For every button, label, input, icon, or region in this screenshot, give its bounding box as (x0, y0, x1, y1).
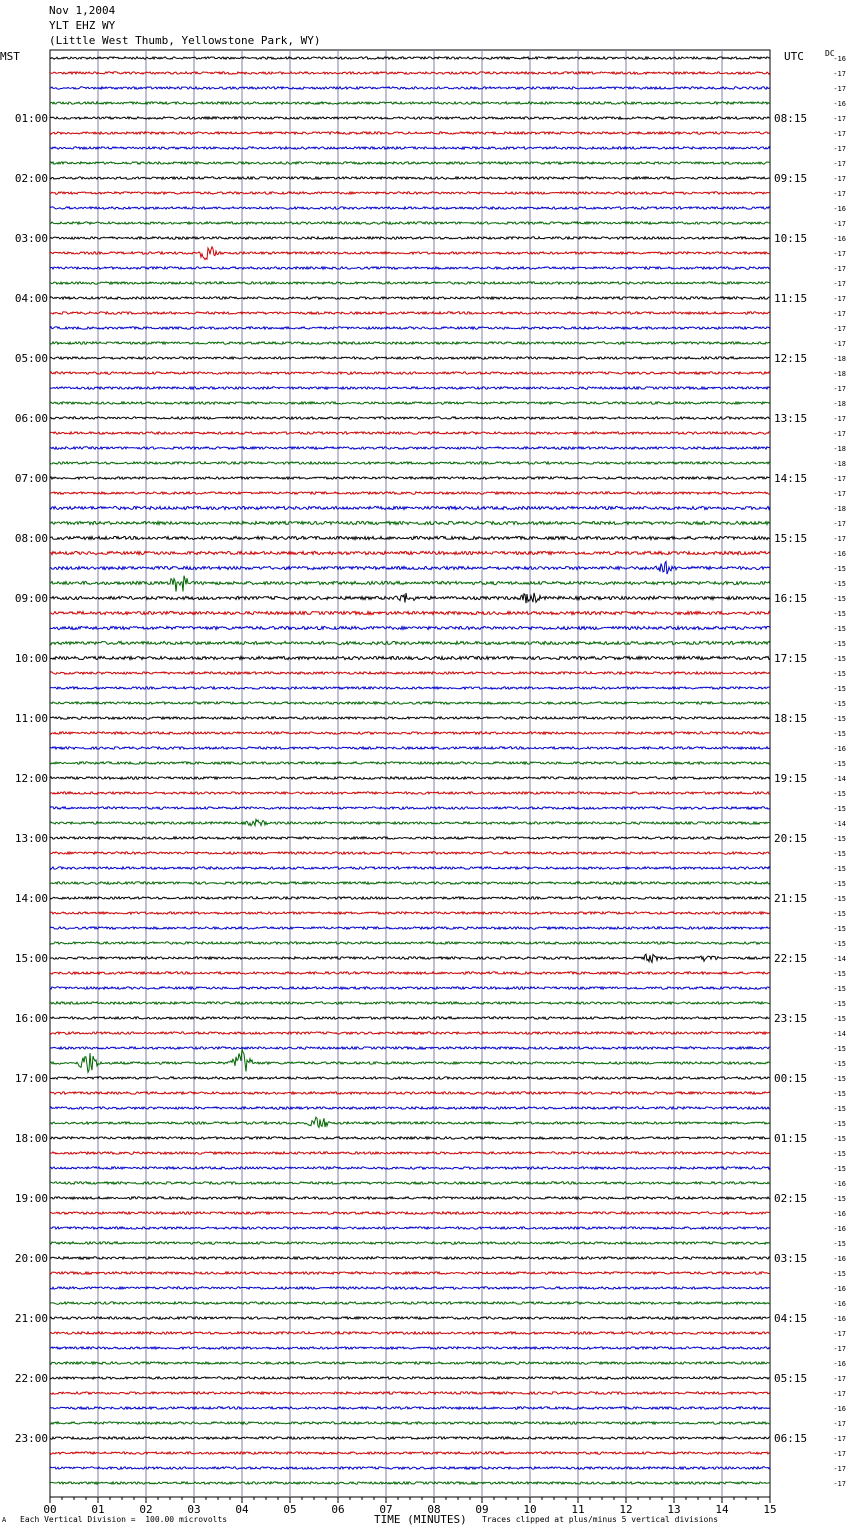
left-hour-label: 07:00 (14, 472, 48, 485)
dc-offset-label: -17 (833, 430, 846, 438)
dc-offset-label: -16 (833, 205, 846, 213)
right-hour-label: 08:15 (774, 112, 808, 125)
dc-offset-label: -15 (833, 760, 846, 768)
footer-marker: A (2, 1516, 7, 1524)
left-hour-label: 11:00 (14, 712, 48, 725)
trace-blue (50, 1227, 770, 1229)
left-hour-label: 20:00 (14, 1252, 48, 1265)
dc-offset-label: -15 (833, 685, 846, 693)
dc-offset-label: -17 (833, 160, 846, 168)
dc-offset-label: -17 (833, 145, 846, 153)
left-hour-label: 12:00 (14, 772, 48, 785)
trace-blue (50, 147, 770, 149)
left-hour-label: 10:00 (14, 652, 48, 665)
trace-red (50, 912, 770, 914)
dc-offset-label: -15 (833, 1105, 846, 1113)
trace-blue (50, 747, 770, 749)
right-hour-label: 06:15 (774, 1432, 808, 1445)
left-hour-label: 14:00 (14, 892, 48, 905)
dc-offset-label: -15 (833, 970, 846, 978)
right-hour-label: 01:15 (774, 1132, 808, 1145)
dc-offset-label: -17 (833, 1345, 846, 1353)
trace-red (50, 972, 770, 974)
dc-offset-label: -15 (833, 610, 846, 618)
left-hour-label: 06:00 (14, 412, 48, 425)
dc-offset-label: -15 (833, 790, 846, 798)
trace-red (50, 432, 770, 434)
trace-green (50, 342, 770, 344)
trace-red (50, 1152, 770, 1154)
trace-blue (50, 927, 770, 929)
trace-black (50, 1017, 770, 1019)
record-date: Nov 1,2004 (49, 4, 116, 17)
station-code: YLT EHZ WY (49, 19, 116, 32)
trace-blue (50, 387, 770, 389)
dc-offset-label: -16 (833, 1255, 846, 1263)
trace-black (50, 954, 770, 962)
trace-black (50, 357, 770, 359)
trace-red (50, 611, 770, 614)
left-hour-label: 13:00 (14, 832, 48, 845)
left-hour-label: 04:00 (14, 292, 48, 305)
trace-black (50, 1317, 770, 1319)
dc-offset-label: -17 (833, 325, 846, 333)
trace-blue (50, 447, 770, 449)
dc-offset-label: -18 (833, 460, 846, 468)
right-hour-label: 14:15 (774, 472, 808, 485)
dc-offset-label: -17 (833, 1450, 846, 1458)
left-hour-label: 22:00 (14, 1372, 48, 1385)
dc-offset-label: -15 (833, 730, 846, 738)
trace-red (50, 1272, 770, 1274)
trace-blue (50, 506, 770, 509)
trace-green (50, 576, 770, 592)
trace-green (50, 521, 770, 524)
x-tick-label: 11 (571, 1503, 585, 1516)
trace-black (50, 1437, 770, 1439)
trace-red (50, 672, 770, 674)
trace-blue (50, 1347, 770, 1349)
right-hour-label: 09:15 (774, 172, 808, 185)
left-hour-label: 18:00 (14, 1132, 48, 1145)
trace-green (50, 162, 770, 164)
trace-red (50, 732, 770, 734)
dc-offset-label: -17 (833, 115, 846, 123)
dc-offset-label: -15 (833, 655, 846, 663)
dc-offset-label: -15 (833, 1060, 846, 1068)
x-tick-label: 04 (235, 1503, 249, 1516)
trace-black (50, 897, 770, 899)
trace-blue (50, 626, 770, 629)
right-hour-label: 05:15 (774, 1372, 808, 1385)
x-tick-label: 09 (475, 1503, 489, 1516)
trace-black (50, 593, 770, 603)
dc-offset-label: -17 (833, 520, 846, 528)
x-tick-label: 10 (523, 1503, 537, 1516)
right-hour-label: 10:15 (774, 232, 808, 245)
right-hour-label: 03:15 (774, 1252, 808, 1265)
left-hour-label: 16:00 (14, 1012, 48, 1025)
dc-offset-label: -14 (833, 1030, 846, 1038)
dc-offset-label: -17 (833, 1465, 846, 1473)
dc-offset-label: -16 (833, 1315, 846, 1323)
trace-blue (50, 1167, 770, 1169)
trace-black (50, 237, 770, 239)
trace-blue (50, 1287, 770, 1289)
right-hour-label: 16:15 (774, 592, 808, 605)
x-tick-label: 05 (283, 1503, 297, 1516)
trace-red (50, 852, 770, 854)
dc-offset-label: -15 (833, 1270, 846, 1278)
dc-offset-label: -16 (833, 1210, 846, 1218)
trace-black (50, 656, 770, 659)
dc-offset-label: -15 (833, 895, 846, 903)
left-hour-label: 17:00 (14, 1072, 48, 1085)
trace-red (50, 132, 770, 134)
trace-blue (50, 987, 770, 989)
trace-green (50, 1422, 770, 1424)
dc-offset-label: -15 (833, 565, 846, 573)
station-location: (Little West Thumb, Yellowstone Park, WY) (49, 34, 321, 47)
dc-offset-label: -17 (833, 250, 846, 258)
trace-green (50, 942, 770, 944)
x-tick-label: 00 (43, 1503, 57, 1516)
dc-offset-label: -18 (833, 445, 846, 453)
trace-blue (50, 267, 770, 269)
trace-green (50, 402, 770, 404)
dc-offset-label: -17 (833, 535, 846, 543)
dc-offset-label: -15 (833, 625, 846, 633)
right-hour-label: 15:15 (774, 532, 808, 545)
trace-black (50, 117, 770, 119)
left-hour-label: 08:00 (14, 532, 48, 545)
dc-offset-label: -17 (833, 340, 846, 348)
dc-offset-label: -15 (833, 670, 846, 678)
dc-offset-label: -17 (833, 1480, 846, 1488)
dc-offset-label: -15 (833, 805, 846, 813)
dc-offset-label: -15 (833, 1000, 846, 1008)
trace-black (50, 1077, 770, 1079)
trace-black (50, 477, 770, 479)
trace-green (50, 702, 770, 704)
trace-green (50, 282, 770, 284)
trace-blue (50, 1467, 770, 1469)
dc-offset-label: -15 (833, 1045, 846, 1053)
dc-offset-label: -17 (833, 1435, 846, 1443)
dc-offset-label: -15 (833, 925, 846, 933)
right-hour-label: 04:15 (774, 1312, 808, 1325)
dc-offset-label: -17 (833, 220, 846, 228)
trace-black (50, 1137, 770, 1139)
dc-offset-label: -16 (833, 1180, 846, 1188)
trace-red (50, 312, 770, 314)
trace-blue (50, 207, 770, 209)
x-tick-label: 15 (763, 1503, 777, 1516)
trace-black (50, 1377, 770, 1379)
right-hour-label: 20:15 (774, 832, 808, 845)
dc-header-label: DC (825, 49, 835, 58)
dc-offset-label: -14 (833, 955, 846, 963)
dc-offset-label: -15 (833, 850, 846, 858)
dc-offset-label: -15 (833, 580, 846, 588)
dc-offset-label: -15 (833, 1075, 846, 1083)
dc-offset-label: -17 (833, 415, 846, 423)
x-tick-label: 03 (187, 1503, 201, 1516)
dc-offset-label: -17 (833, 190, 846, 198)
trace-red (50, 1392, 770, 1394)
scale-note: Each Vertical Division = 100.00 microvolts (20, 1515, 228, 1524)
dc-offset-label: -14 (833, 820, 846, 828)
x-tick-label: 02 (139, 1503, 153, 1516)
dc-offset-label: -15 (833, 640, 846, 648)
trace-green (50, 1302, 770, 1304)
trace-blue (50, 327, 770, 329)
dc-offset-label: -15 (833, 940, 846, 948)
trace-red (50, 1212, 770, 1214)
trace-red (50, 247, 770, 260)
trace-green (50, 762, 770, 764)
left-hour-label: 19:00 (14, 1192, 48, 1205)
trace-green (50, 641, 770, 644)
trace-blue (50, 867, 770, 869)
trace-red (50, 792, 770, 794)
left-hour-label: 05:00 (14, 352, 48, 365)
dc-offset-label: -15 (833, 835, 846, 843)
trace-green (50, 102, 770, 104)
trace-black (50, 837, 770, 839)
trace-green (50, 882, 770, 884)
right-hour-label: 11:15 (774, 292, 808, 305)
dc-offset-label: -15 (833, 1165, 846, 1173)
dc-offset-label: -18 (833, 400, 846, 408)
trace-green (50, 1482, 770, 1484)
trace-blue (50, 1407, 770, 1409)
left-hour-label: 23:00 (14, 1432, 48, 1445)
dc-offset-label: -16 (833, 745, 846, 753)
dc-offset-label: -15 (833, 595, 846, 603)
trace-blue (50, 1107, 770, 1109)
trace-black (50, 717, 770, 719)
trace-red (50, 372, 770, 374)
left-hour-label: 09:00 (14, 592, 48, 605)
dc-offset-label: -16 (833, 1300, 846, 1308)
dc-offset-label: -16 (833, 550, 846, 558)
right-hour-label: 02:15 (774, 1192, 808, 1205)
trace-green (50, 1362, 770, 1364)
trace-red (50, 1092, 770, 1094)
dc-offset-label: -18 (833, 370, 846, 378)
dc-offset-label: -17 (833, 1420, 846, 1428)
dc-offset-label: -15 (833, 1195, 846, 1203)
trace-black (50, 417, 770, 419)
dc-offset-label: -17 (833, 1375, 846, 1383)
dc-offset-label: -17 (833, 70, 846, 78)
x-tick-label: 12 (619, 1503, 633, 1516)
right-hour-label: 18:15 (774, 712, 808, 725)
dc-offset-label: -15 (833, 985, 846, 993)
trace-red (50, 72, 770, 74)
left-timezone-label: MST (0, 50, 20, 63)
trace-blue (50, 562, 770, 575)
dc-offset-label: -14 (833, 775, 846, 783)
dc-offset-label: -16 (833, 1360, 846, 1368)
x-tick-label: 08 (427, 1503, 441, 1516)
dc-offset-label: -17 (833, 85, 846, 93)
dc-offset-label: -15 (833, 1135, 846, 1143)
trace-red (50, 1452, 770, 1454)
right-hour-label: 19:15 (774, 772, 808, 785)
dc-offset-label: -15 (833, 1120, 846, 1128)
dc-offset-label: -17 (833, 130, 846, 138)
left-hour-label: 01:00 (14, 112, 48, 125)
left-hour-label: 02:00 (14, 172, 48, 185)
trace-red (50, 192, 770, 194)
trace-black (50, 57, 770, 59)
trace-blue (50, 87, 770, 89)
trace-green (50, 1117, 770, 1127)
trace-red (50, 492, 770, 494)
trace-blue (50, 687, 770, 689)
x-tick-label: 13 (667, 1503, 681, 1516)
trace-green (50, 1242, 770, 1244)
dc-offset-label: -17 (833, 490, 846, 498)
dc-offset-label: -17 (833, 385, 846, 393)
dc-offset-label: -16 (833, 1405, 846, 1413)
right-hour-label: 22:15 (774, 952, 808, 965)
trace-green (50, 1049, 770, 1073)
left-hour-label: 15:00 (14, 952, 48, 965)
right-timezone-label: UTC (784, 50, 804, 63)
dc-offset-label: -17 (833, 295, 846, 303)
right-hour-label: 12:15 (774, 352, 808, 365)
dc-offset-label: -15 (833, 700, 846, 708)
dc-offset-label: -18 (833, 355, 846, 363)
dc-offset-label: -16 (833, 1225, 846, 1233)
trace-black (50, 1257, 770, 1259)
trace-black (50, 1197, 770, 1199)
dc-offset-label: -17 (833, 310, 846, 318)
dc-offset-label: -17 (833, 1330, 846, 1338)
dc-offset-label: -15 (833, 865, 846, 873)
trace-green (50, 462, 770, 464)
trace-green (50, 819, 770, 825)
left-hour-label: 03:00 (14, 232, 48, 245)
x-tick-label: 06 (331, 1503, 345, 1516)
x-tick-label: 14 (715, 1503, 729, 1516)
trace-blue (50, 1047, 770, 1049)
trace-green (50, 1182, 770, 1184)
trace-red (50, 1032, 770, 1034)
right-hour-label: 21:15 (774, 892, 808, 905)
dc-offset-label: -15 (833, 1015, 846, 1023)
dc-offset-label: -16 (833, 100, 846, 108)
dc-offset-label: -17 (833, 265, 846, 273)
right-hour-label: 00:15 (774, 1072, 808, 1085)
x-tick-label: 07 (379, 1503, 393, 1516)
x-axis-title: TIME (MINUTES) (374, 1513, 467, 1526)
dc-offset-label: -17 (833, 280, 846, 288)
trace-black (50, 177, 770, 179)
right-hour-label: 23:15 (774, 1012, 808, 1025)
trace-red (50, 1332, 770, 1334)
dc-offset-label: -15 (833, 1240, 846, 1248)
trace-black (50, 536, 770, 539)
dc-offset-label: -15 (833, 1090, 846, 1098)
dc-offset-label: -16 (833, 235, 846, 243)
dc-offset-label: -17 (833, 475, 846, 483)
dc-offset-label: -15 (833, 880, 846, 888)
dc-offset-label: -15 (833, 715, 846, 723)
right-hour-label: 13:15 (774, 412, 808, 425)
trace-green (50, 1002, 770, 1004)
clip-note: Traces clipped at plus/minus 5 vertical divisions (482, 1515, 719, 1524)
trace-red (50, 551, 770, 554)
dc-offset-label: -15 (833, 910, 846, 918)
x-tick-label: 01 (91, 1503, 105, 1516)
trace-black (50, 777, 770, 779)
trace-green (50, 222, 770, 224)
dc-offset-label: -16 (833, 1285, 846, 1293)
trace-black (50, 297, 770, 299)
trace-blue (50, 807, 770, 809)
right-hour-label: 17:15 (774, 652, 808, 665)
dc-offset-label: -15 (833, 1150, 846, 1158)
dc-offset-label: -17 (833, 175, 846, 183)
left-hour-label: 21:00 (14, 1312, 48, 1325)
dc-offset-label: -16 (833, 55, 846, 63)
dc-offset-label: -18 (833, 505, 846, 513)
dc-offset-label: -17 (833, 1390, 846, 1398)
